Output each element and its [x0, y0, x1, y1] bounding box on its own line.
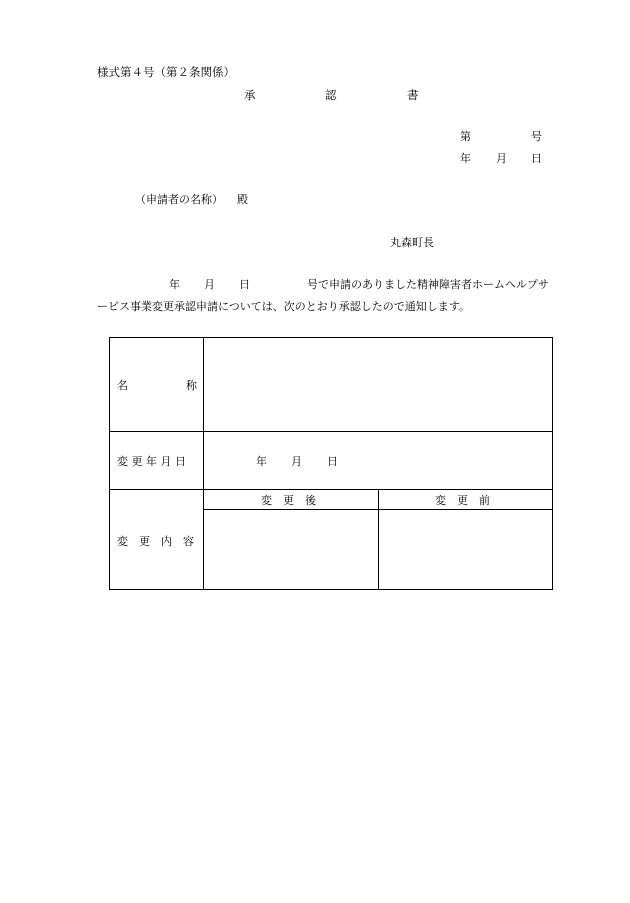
name-label-char-2: 称	[186, 379, 197, 392]
body-month: 月	[204, 278, 215, 291]
issuer-title: 丸森町長	[390, 236, 434, 249]
change-date-month: 月	[291, 455, 302, 468]
doc-number-prefix: 第	[460, 130, 471, 143]
body-day: 日	[239, 278, 250, 291]
change-date-year: 年	[256, 455, 267, 468]
change-date-label: 変 更 年 月 日	[117, 455, 186, 468]
table-row-divider-1	[110, 431, 552, 432]
name-label-char-1: 名	[117, 379, 128, 392]
change-date-day: 日	[327, 455, 338, 468]
body-year: 年	[169, 278, 180, 291]
form-number: 様式第４号（第２条関係）	[97, 65, 235, 79]
addressee-honorific: 殿	[237, 193, 248, 206]
doc-date-day: 日	[531, 152, 542, 165]
table-label-divider	[203, 338, 204, 589]
change-content-label: 変 更 内 容	[117, 535, 194, 548]
doc-number-suffix: 号	[531, 130, 542, 143]
approval-table	[109, 337, 553, 590]
body-line-1: 号で申請のありました精神障害者ホームヘルプサ	[307, 278, 549, 291]
document-title-char-2: 認	[325, 88, 337, 102]
body-line-2: ービス事業変更承認申請については、次のとおり承認したので通知します。	[97, 300, 470, 313]
change-after-header: 変 更 後	[261, 494, 316, 507]
doc-date-month: 月	[496, 152, 507, 165]
change-before-header: 変 更 前	[435, 494, 490, 507]
table-row-divider-2	[110, 489, 552, 490]
doc-date-year: 年	[460, 152, 471, 165]
table-after-before-divider	[378, 489, 379, 589]
document-title-char-1: 承	[244, 88, 256, 102]
document-title-char-3: 書	[407, 88, 419, 102]
addressee-name-placeholder: （申請者の名称）	[135, 193, 223, 206]
